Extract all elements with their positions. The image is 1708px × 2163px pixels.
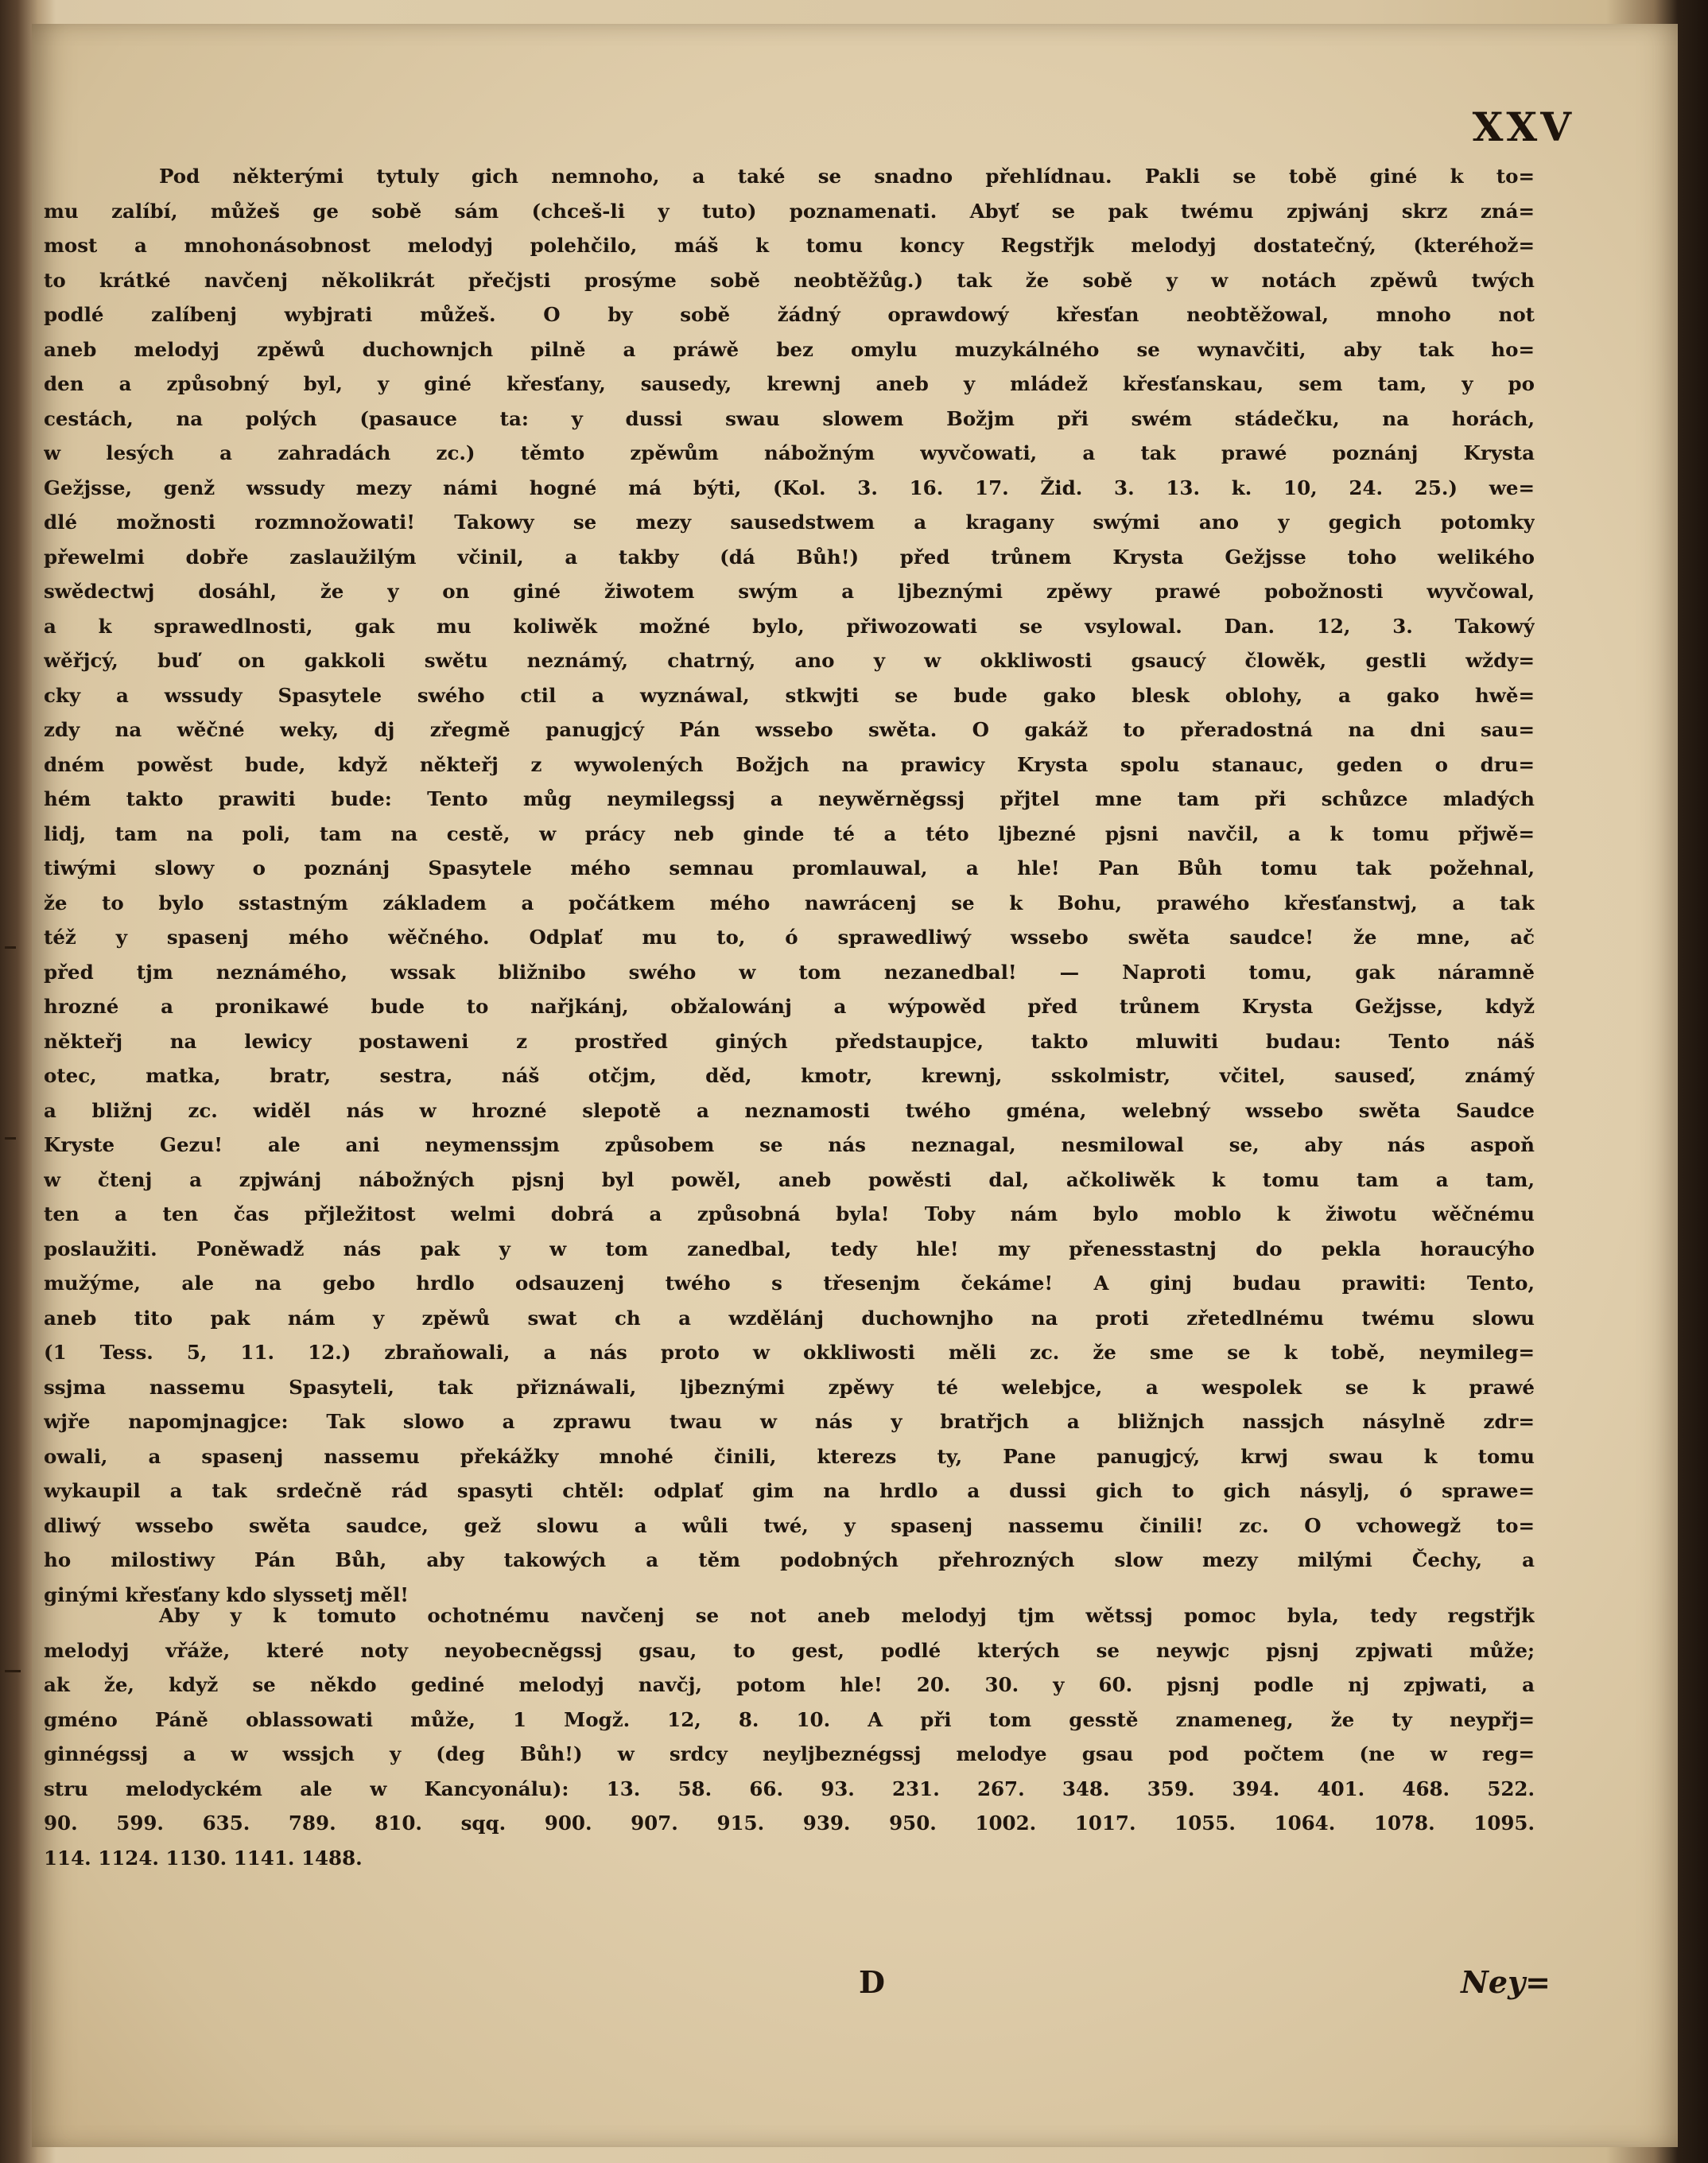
text-line: někteřj na lewicy postaweni z prostřed giných předstaupjce, takto mluwiti budau: Tento náš (44, 1029, 1535, 1053)
text-line: aneb tito pak nám y zpěwů swat ch a wzdělánj duchownjho na proti zřetedlnému twému slowu (44, 1306, 1535, 1330)
book-page (32, 24, 1678, 2147)
text-line: mužýme, ale na gebo hrdlo odsauzenj twého s třesenjm čekáme! A ginj budau prawiti: Tento, (44, 1272, 1535, 1295)
text-line: aneb melodyj zpěwů duchownjch pilně a práwě bez omylu muzykálného se wynavčiti, aby tak ho= (44, 337, 1535, 361)
page-number: XXV (1472, 103, 1574, 150)
text-line: Aby y k tomuto ochotnému navčenj se not aneb melodyj tjm wětssj pomoc byla, tedy regstřjk (159, 1604, 1535, 1627)
text-line: owali, a spasenj nassemu překážky mnohé činili, kterezs ty, Pane panugjcý, krwj swau k tomu (44, 1444, 1535, 1468)
signature-mark: D (859, 1964, 885, 2000)
text-line: cestách, na polých (pasauce ta: y dussi swau slowem Božjm při swém stádečku, na horách, (44, 406, 1535, 430)
text-line: že to bylo sstastným základem a počátkem mého nawrácenj se k Bohu, prawého křesťanstwj, a tak (44, 891, 1535, 915)
text-line: stru melodyckém ale w Kancyonálu): 13. 58. 66. 93. 231. 267. 348. 359. 394. 401. 468. 522. (44, 1777, 1535, 1800)
text-line: též y spasenj mého wěčného. Odplať mu to, ó sprawedliwý wssebo swěta saudce! že mne, ač (44, 926, 1535, 949)
text-line: ginnégssj a w wssjch y (deg Bůh!) w srdcy neyljbeznégssj melodye gsau pod počtem (ne w reg= (44, 1742, 1535, 1765)
text-line: tiwými slowy o poznánj Spasytele mého semnau promlauwal, a hle! Pan Bůh tomu tak požehnal, (44, 856, 1535, 880)
text-line: podlé zalíbenj wybjrati můžeš. O by sobě žádný oprawdowý křesťan neobtěžowal, mnoho not (44, 303, 1535, 326)
text-line: Kryste Gezu! ale ani neymenssjm způsobem se nás neznagal, nesmilowal se, aby nás aspoň (44, 1133, 1535, 1156)
margin-mark (5, 946, 16, 949)
paragraph-melodies (44, 1598, 1535, 1875)
text-line: dlé možnosti rozmnožowati! Takowy se mezy sausedstwem a kragany swými ano y gegich potomky (44, 511, 1535, 534)
text-line: to krátké navčenj několikrát přečjsti prosýme sobě neobtěžůg.) tak že sobě y w notách zpěwů twých (44, 268, 1535, 292)
text-line: ssjma nassemu Spasyteli, tak přiznáwali, ljbeznými zpěwy té welebjce, a wespolek se k prawé (44, 1375, 1535, 1399)
text-line: wěřjcý, buď on gakkoli swětu neznámý, chatrný, ano y w okkliwosti gsaucý člowěk, gestli wždy= (44, 649, 1535, 672)
text-line: most a mnohonásobnost melodyj polehčilo, máš k tomu koncy Regstřjk melodyj dostatečný, (kteréhož= (44, 234, 1535, 257)
text-line: 90. 599. 635. 789. 810. sqq. 900. 907. 915. 939. 950. 1002. 1017. 1055. 1064. 1078. 1095. (44, 1812, 1535, 1835)
text-line: Gežjsse, genž wssudy mezy námi hogné má býti, (Kol. 3. 16. 17. Žid. 3. 13. k. 10, 24. 25.) we= (44, 476, 1535, 499)
text-line: den a způsobný byl, y giné křesťany, sausedy, krewnj aneb y mládež křesťanskau, sem tam, y po (44, 372, 1535, 395)
text-line: Pod některými tytuly gich nemnoho, a také se snadno přehlídnau. Pakli se tobě giné k to= (159, 165, 1535, 188)
text-line: ten a ten čas přjležitost welmi dobrá a způsobná byla! Toby nám bylo moblo k žiwotu wěčnému (44, 1202, 1535, 1225)
text-line: ginými křesťany kdo slyssetj měl! (44, 1582, 410, 1606)
text-line: (1 Tess. 5, 11. 12.) zbraňowali, a nás proto w okkliwosti měli zc. že sme se k tobě, neymileg= (44, 1341, 1535, 1364)
text-line: wykaupil a tak srdečně rád spasyti chtěl: odplať gim na hrdlo a dussi gich to gich násylj, ó sprawe= (44, 1479, 1535, 1502)
text-line: wjře napomjnagjce: Tak slowo a zprawu twau w nás y bratřjch a bližnjch nassjch násylně zdr= (44, 1410, 1535, 1433)
text-line: ak že, když se někdo gediné melodyj navčj, potom hle! 20. 30. y 60. pjsnj podle nj zpjwati, a (44, 1673, 1535, 1696)
text-line: w lesých a zahradách zc.) těmto zpěwům nábožným wyvčowati, a tak prawé poznánj Krysta (44, 441, 1535, 464)
text-line: zdy na wěčné weky, dj zřegmě panugjcý Pán wssebo swěta. O gakáž to přeradostná na dni sau= (44, 718, 1535, 741)
margin-mark (5, 1137, 16, 1140)
text-line: dliwý wssebo swěta saudce, gež slowu a wůli twé, y spasenj nassemu činili! zc. O vchowegž to= (44, 1513, 1535, 1537)
text-line: a k sprawedlnosti, gak mu koliwěk možné bylo, přiwozowati se vsylowal. Dan. 12, 3. Takowý (44, 614, 1535, 638)
text-line: ho milostiwy Pán Bůh, aby takowých a těm podobných přehrozných slow mezy milými Čechy, a (44, 1548, 1535, 1571)
catchword: Ney= (1461, 1964, 1551, 2000)
text-line: a bližnj zc. widěl nás w hrozné slepotě a neznamosti twého gména, welebný wssebo swěta Saudce (44, 1098, 1535, 1122)
text-line: otec, matka, bratr, sestra, náš otčjm, děd, kmotr, krewnj, sskolmistr, včitel, sauseď, známý (44, 1064, 1535, 1087)
text-line: lidj, tam na poli, tam na cestě, w prácy neb ginde té a této ljbezné pjsni navčil, a k tomu přjwě= (44, 821, 1535, 845)
text-line: swědectwj dosáhl, že y on giné žiwotem swým a ljbeznými zpěwy prawé pobožnosti wyvčowal, (44, 580, 1535, 603)
text-line: cky a wssudy Spasytele swého ctil a wyznáwal, stkwjti se bude gako blesk oblohy, a gako hwě= (44, 683, 1535, 707)
text-line: gméno Páně oblassowati může, 1 Mogž. 12, 8. 10. A při tom gesstě znameneg, že ty neypřj= (44, 1707, 1535, 1731)
text-line: w čtenj a zpjwánj nábožných pjsnj byl powěl, aneb powěsti dal, ačkoliwěk k tomu tam a tam, (44, 1167, 1535, 1191)
paragraph-main (44, 159, 1535, 1612)
text-line: dném powěst bude, když někteřj z wywolených Božjch na prawicy Krysta spolu stanauc, geden o dru= (44, 752, 1535, 776)
text-line: hrozné a pronikawé bude to nařjkánj, obžalowánj a wýpowěd před trůnem Krysta Gežjsse, když (44, 995, 1535, 1018)
text-line: poslaužiti. Poněwadž nás pak y w tom zanedbal, tedy hle! my přenesstastnj do pekla horaucýho (44, 1237, 1535, 1260)
text-line: před tjm neznámého, wssak bližnibo swého w tom nezanedbal! — Naproti tomu, gak náramně (44, 960, 1535, 984)
text-line: mu zalíbí, můžeš ge sobě sám (chceš-li y tuto) poznamenati. Abyť se pak twému zpjwánj skrz zná= (44, 199, 1535, 223)
text-line: 114. 1124. 1130. 1141. 1488. (44, 1846, 363, 1870)
margin-mark (5, 1670, 21, 1672)
text-line: hém takto prawiti bude: Tento můg neymilegssj a neywěrněgssj přjtel mne tam při schůzce mladých (44, 787, 1535, 810)
text-line: melodyj vřáže, které noty neyobecněgssj gsau, to gest, podlé kterých se neywjc pjsnj zpjwati může; (44, 1638, 1535, 1662)
text-line: přewelmi dobře zaslaužilým včinil, a takby (dá Bůh!) před trůnem Krysta Gežjsse toho welikého (44, 545, 1535, 569)
